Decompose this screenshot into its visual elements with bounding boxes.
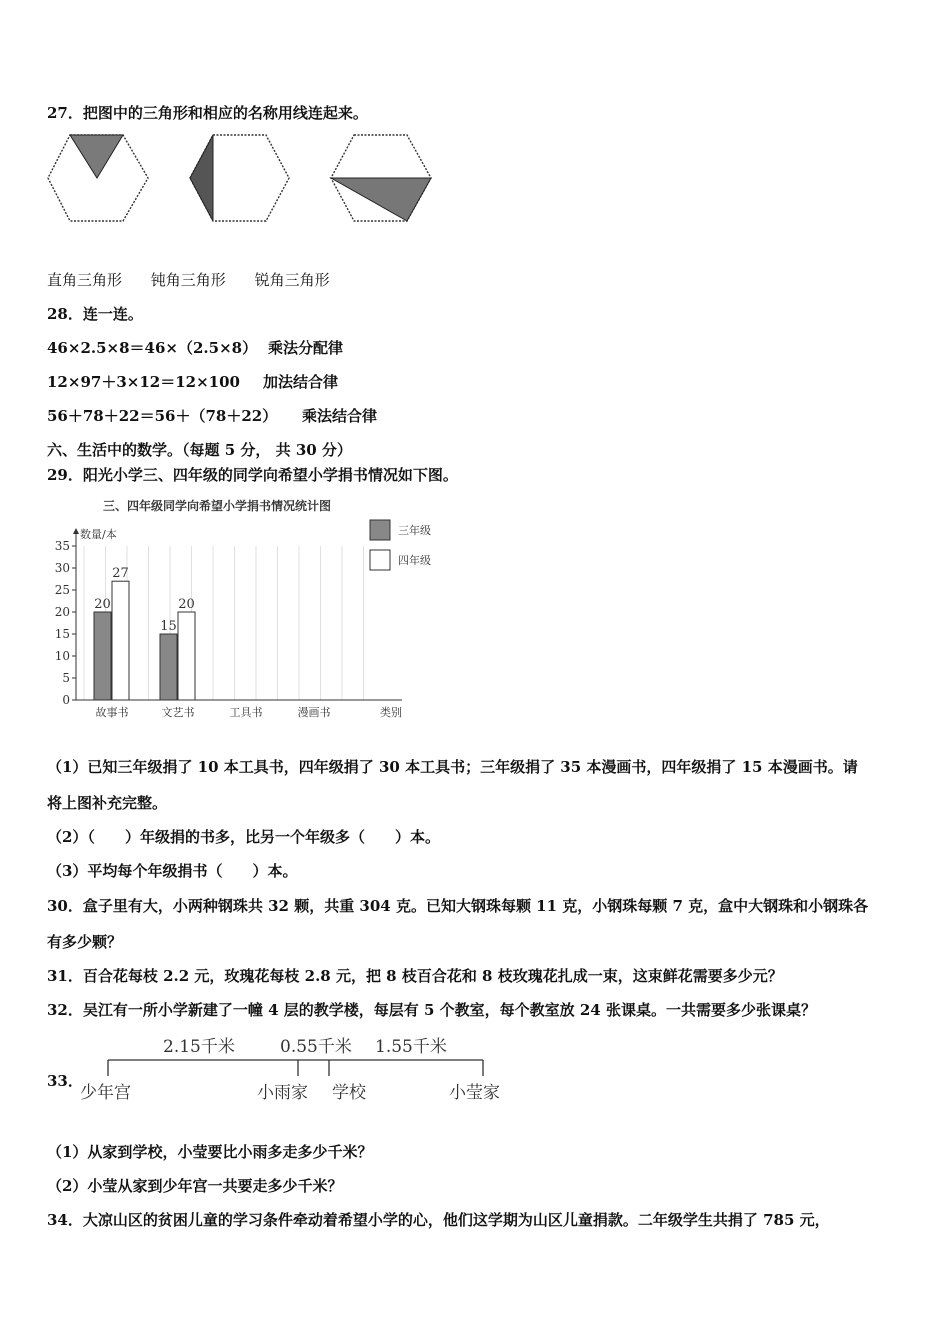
name-right-triangle: 直角三角形 <box>47 271 123 289</box>
hexagon-3 <box>331 135 431 221</box>
y-axis-arrow <box>73 528 79 534</box>
category-label: 文艺书 <box>161 706 195 719</box>
q28-title: 28．连一连。 <box>47 305 143 323</box>
q28-expr-2: 12×97＋3×12＝12×100 <box>47 373 240 391</box>
name-obtuse-triangle: 钝角三角形 <box>150 271 226 289</box>
q29-part2: （2）（ ）年级捐的书多，比另一个年级多（ ）本。 <box>47 828 440 846</box>
q30-line-2: 有多少颗？ <box>47 933 123 951</box>
q29-part1-a: （1）已知三年级捐了 10 本工具书，四年级捐了 30 本工具书；三年级捐了 35 本漫画书，四年级捐了 15 本漫画书。请 <box>47 758 858 776</box>
bar-grade3 <box>94 612 111 700</box>
q30-line-1: 30．盒子里有大，小两种钢珠共 32 颗，共重 304 克。已知大钢珠每颗 11 克，小钢珠每颗 7 克，盒中大钢珠和小钢珠各 <box>47 897 869 915</box>
q28-expr-1: 46×2.5×8＝46×（2.5×8） <box>47 339 258 357</box>
chart-legend <box>370 520 431 570</box>
distance-diagram <box>75 1030 525 1110</box>
bar-grade4 <box>112 581 129 700</box>
q28-law-2: 加法结合律 <box>263 373 339 391</box>
bar-value-label: 20 <box>178 597 195 612</box>
donation-bar-chart <box>40 492 460 724</box>
y-tick-label: 5 <box>62 671 70 685</box>
legend-label: 三年级 <box>398 524 431 537</box>
hexagon-figures <box>45 133 445 225</box>
legend-label: 四年级 <box>398 554 431 567</box>
distance-label-2: 0.55千米 <box>280 1037 352 1057</box>
q28-law-3: 乘法结合律 <box>302 407 378 425</box>
q29-part1-b: 将上图补充完整。 <box>47 794 168 812</box>
q34-text: 34．大凉山区的贫困儿童的学习条件牵动着希望小学的心，他们这学期为山区儿童捐款。二年级学生共捐了 785 元， <box>47 1211 830 1229</box>
y-tick-label: 25 <box>54 583 70 597</box>
chart-bars <box>94 566 195 700</box>
place-xiaoyu-home: 小雨家 <box>257 1083 308 1103</box>
place-xiaoying-home: 小莹家 <box>449 1083 500 1103</box>
name-acute-triangle: 锐角三角形 <box>254 271 330 289</box>
triangle-names <box>47 269 330 290</box>
q28-law-1: 乘法分配律 <box>268 339 344 357</box>
hexagon-2 <box>190 135 289 221</box>
distance-label-1: 2.15千米 <box>163 1037 235 1057</box>
q31-text: 31．百合花每枝 2.2 元，玫瑰花每枝 2.8 元，把 8 枝百合花和 8 枝玫瑰花扎成一束，这束鲜花需要多少元？ <box>47 967 783 985</box>
q27-title: 27．把图中的三角形和相应的名称用线连起来。 <box>47 104 368 122</box>
chart-title: 三、四年级同学向希望小学捐书情况统计图 <box>103 499 332 513</box>
category-label: 故事书 <box>95 706 129 719</box>
q33-part2: （2）小莹从家到少年宫一共要走多少千米？ <box>47 1177 343 1195</box>
place-youth-palace: 少年宫 <box>80 1083 131 1103</box>
place-school: 学校 <box>332 1083 366 1103</box>
section-6-heading: 六、生活中的数学。（每题 5 分， 共 30 分） <box>47 441 352 459</box>
y-tick-label: 20 <box>54 605 70 619</box>
bar-value-label: 20 <box>94 597 111 612</box>
distance-label-3: 1.55千米 <box>375 1037 447 1057</box>
q33-part1: （1）从家到学校，小莹要比小雨多走多少千米？ <box>47 1143 373 1161</box>
bar-value-label: 27 <box>112 566 129 582</box>
category-label: 漫画书 <box>297 706 331 719</box>
hexagon-1 <box>48 135 148 221</box>
legend-swatch <box>370 520 390 540</box>
q29-title: 29．阳光小学三、四年级的同学向希望小学捐书情况如下图。 <box>47 466 458 484</box>
y-axis-label: 数量/本 <box>80 528 117 541</box>
y-tick-label: 35 <box>54 539 70 553</box>
x-axis-label: 类别 <box>380 706 402 719</box>
bar-grade3 <box>160 634 177 700</box>
q33-number: 33． <box>47 1072 83 1090</box>
bar-value-label: 15 <box>160 619 177 634</box>
q32-text: 32．吴江有一所小学新建了一幢 4 层的教学楼，每层有 5 个教室，每个教室放 24 张课桌。一共需要多少张课桌？ <box>47 1001 816 1019</box>
legend-swatch <box>370 550 390 570</box>
y-tick-label: 15 <box>54 627 70 641</box>
y-tick-label: 0 <box>62 693 70 707</box>
category-label: 工具书 <box>229 706 263 719</box>
y-tick-label: 10 <box>54 649 70 663</box>
q28-expr-3: 56＋78＋22＝56＋（78＋22） <box>47 407 278 425</box>
q29-part3: （3）平均每个年级捐书（ ）本。 <box>47 862 298 880</box>
bar-grade4 <box>178 612 195 700</box>
y-tick-label: 30 <box>54 561 70 575</box>
